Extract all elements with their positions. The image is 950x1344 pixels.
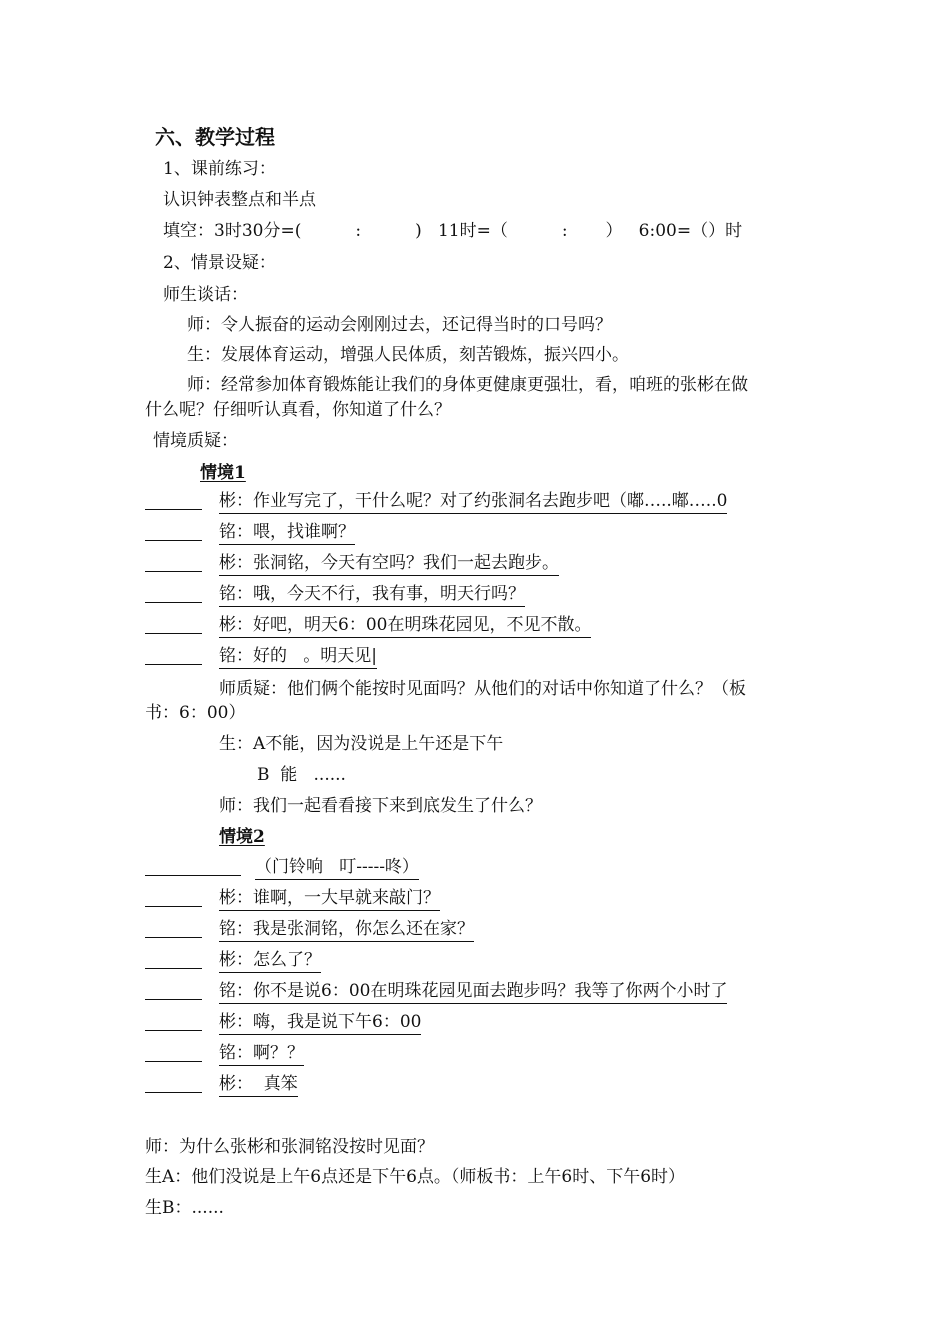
answer-blank xyxy=(145,1092,202,1093)
answer-blank xyxy=(145,1061,202,1062)
answer-blank xyxy=(145,540,202,541)
scene2-line: 彬：怎么了？ xyxy=(219,949,321,973)
teacher-line-2: 师：经常参加体育锻炼能让我们的身体更健康更强壮，看，咱班的张彬在做 xyxy=(187,375,748,395)
scene2-title: 情境2 xyxy=(219,827,265,847)
answer-blank xyxy=(145,664,202,665)
student-answer-b: B 能 ...... xyxy=(257,765,346,785)
scene2-line: 铭：我是张洞铭，你怎么还在家？ xyxy=(219,918,474,942)
fill-blank-exercise: 填空：3时30分=( : ) 11时=（ : ） 6:00=（）时 xyxy=(163,221,743,241)
scene1-line: 彬：张洞铭，今天有空吗？我们一起去跑步。 xyxy=(219,552,559,576)
section2-title: 2、情景设疑： xyxy=(163,253,276,273)
closing-question: 师：为什么张彬和张洞铭没按时见面？ xyxy=(145,1137,434,1157)
answer-blank xyxy=(145,602,202,603)
scene1-line: 铭：哦，今天不行，我有事，明天行吗？ xyxy=(219,583,525,607)
scene2-line: 铭：你不是说6：00在明珠花园见面去跑步吗？我等了你两个小时了 xyxy=(219,980,727,1004)
scene1-question-cont: 书：6：00） xyxy=(145,703,246,723)
student-answer-a: 生：A不能，因为没说是上午还是下午 xyxy=(219,734,504,754)
scene1-line: 彬：好吧，明天6：00在明珠花园见，不见不散。 xyxy=(219,614,591,638)
answer-blank xyxy=(145,1030,202,1031)
answer-blank xyxy=(145,633,202,634)
scene2-bell: （门铃响 叮-----咚） xyxy=(255,856,419,880)
scene1-line: 铭：好的 。明天见| xyxy=(219,645,377,669)
answer-blank xyxy=(145,999,202,1000)
scene1-line: 彬：作业写完了，干什么呢？对了约张洞名去跑步吧（嘟…..嘟…..0 xyxy=(219,490,727,514)
answer-blank xyxy=(145,906,202,907)
teacher-line-2-cont: 什么呢？仔细听认真看，你知道了什么？ xyxy=(145,400,451,420)
section-heading: 六、教学过程 xyxy=(155,125,275,149)
closing-answer-b: 生B：...... xyxy=(145,1198,224,1218)
closing-answer-a: 生A：他们没说是上午6点还是下午6点。（师板书：上午6时、下午6时） xyxy=(145,1167,686,1187)
question-title: 情境质疑： xyxy=(153,431,238,451)
student-line-1: 生：发展体育运动，增强人民体质，刻苦锻炼，振兴四小。 xyxy=(187,345,629,365)
scene2-line: 彬：嗨，我是说下午6：00 xyxy=(219,1011,421,1035)
answer-blank xyxy=(145,968,202,969)
scene2-line: 彬：谁啊，一大早就来敲门？ xyxy=(219,887,440,911)
section1-topic: 认识钟表整点和半点 xyxy=(163,190,316,210)
answer-blank xyxy=(145,937,202,938)
answer-blank xyxy=(145,509,202,510)
scene1-title: 情境1 xyxy=(200,463,246,483)
answer-blank xyxy=(145,875,241,876)
section1-title: 1、课前练习： xyxy=(163,159,276,179)
scene1-line: 铭：喂，找谁啊？ xyxy=(219,521,355,545)
scene2-line: 彬： 真笨 xyxy=(219,1073,298,1097)
teacher-next-line: 师：我们一起看看接下来到底发生了什么？ xyxy=(219,796,542,816)
scene2-line: 铭：啊？？ xyxy=(219,1042,304,1066)
teacher-line-1: 师：令人振奋的运动会刚刚过去，还记得当时的口号吗？ xyxy=(187,315,612,335)
scene1-question: 师质疑：他们俩个能按时见面吗？从他们的对话中你知道了什么？（板 xyxy=(219,679,746,699)
talk-title: 师生谈话： xyxy=(163,285,248,305)
answer-blank xyxy=(145,571,202,572)
